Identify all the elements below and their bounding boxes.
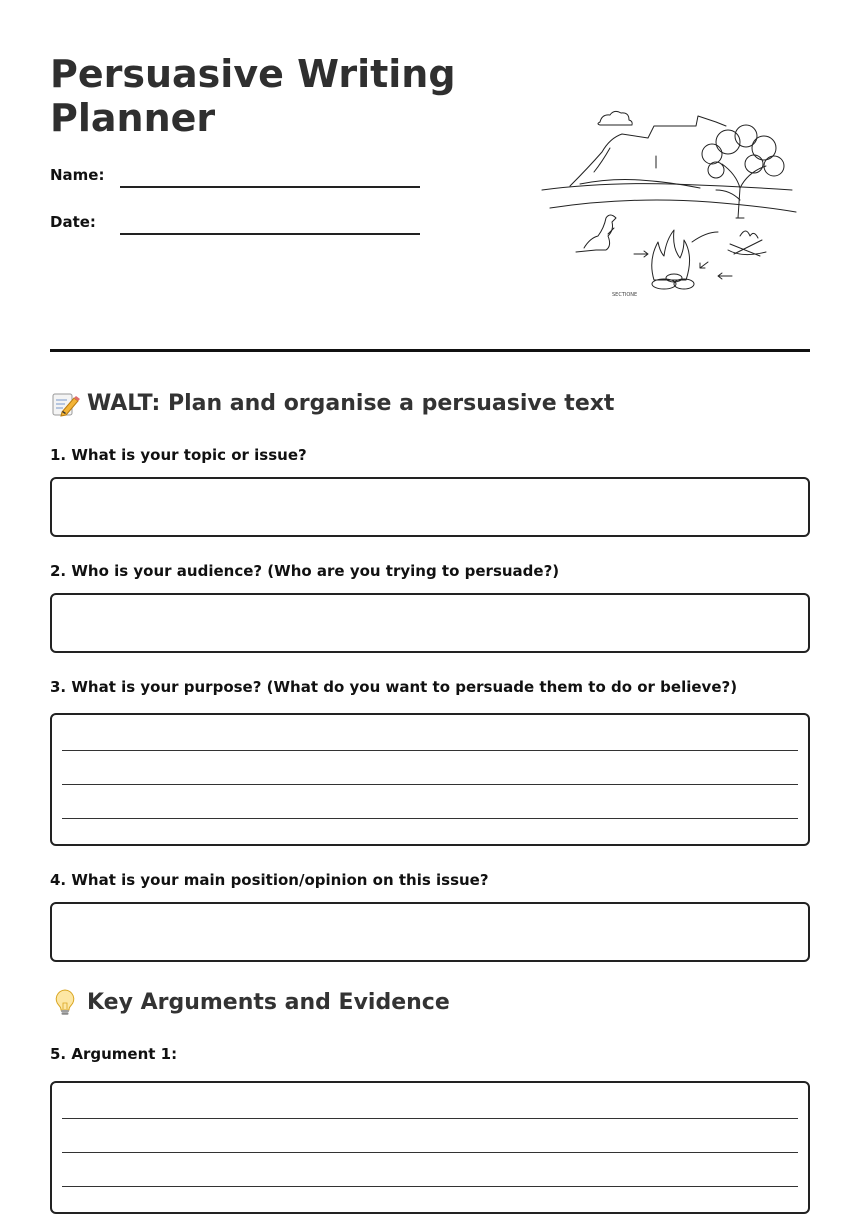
question-position: 4. What is your main position/opinion on this issue? — [50, 871, 489, 889]
arguments-heading-text: Key Arguments and Evidence — [87, 989, 450, 1015]
cloud-shape — [598, 111, 632, 125]
memo-pencil-icon — [50, 388, 80, 418]
lightbulb-icon — [50, 987, 80, 1017]
arguments-heading — [50, 987, 450, 1017]
arrow-right — [634, 251, 648, 257]
writing-line — [62, 818, 798, 819]
kangaroo-shape — [576, 215, 616, 252]
landscape-illustration — [540, 104, 800, 300]
header-divider — [50, 349, 810, 352]
writing-line — [62, 1186, 798, 1187]
name-label: Name: — [50, 166, 105, 184]
walt-heading-text: WALT: Plan and organise a persuasive text — [87, 390, 615, 416]
question-purpose: 3. What is your purpose? (What do you want to persuade them to do or believe?) — [50, 678, 738, 696]
question-argument-1: 5. Argument 1: — [50, 1045, 178, 1063]
name-input-line[interactable] — [120, 186, 420, 188]
writing-line — [62, 1152, 798, 1153]
question-audience: 2. Who is your audience? (Who are you trying to persuade?) — [50, 562, 560, 580]
name-field-row — [50, 166, 420, 190]
answer-box-position[interactable] — [50, 902, 810, 962]
date-field-row — [50, 213, 420, 237]
writing-line — [62, 1118, 798, 1119]
answer-box-topic[interactable] — [50, 477, 810, 537]
page-title: Persuasive Writing Planner — [50, 52, 456, 140]
question-topic: 1. What is your topic or issue? — [50, 446, 307, 464]
illustration-caption: SECTIONE — [612, 292, 638, 298]
wood-pile — [730, 231, 762, 256]
writing-line — [62, 750, 798, 751]
writing-line — [62, 784, 798, 785]
campfire-flames — [652, 230, 690, 280]
answer-box-argument-1[interactable] — [50, 1081, 810, 1214]
answer-box-purpose[interactable] — [50, 713, 810, 846]
date-label: Date: — [50, 213, 96, 231]
date-input-line[interactable] — [120, 233, 420, 235]
answer-box-audience[interactable] — [50, 593, 810, 653]
arrow-left — [718, 273, 732, 279]
walt-heading — [50, 388, 614, 418]
